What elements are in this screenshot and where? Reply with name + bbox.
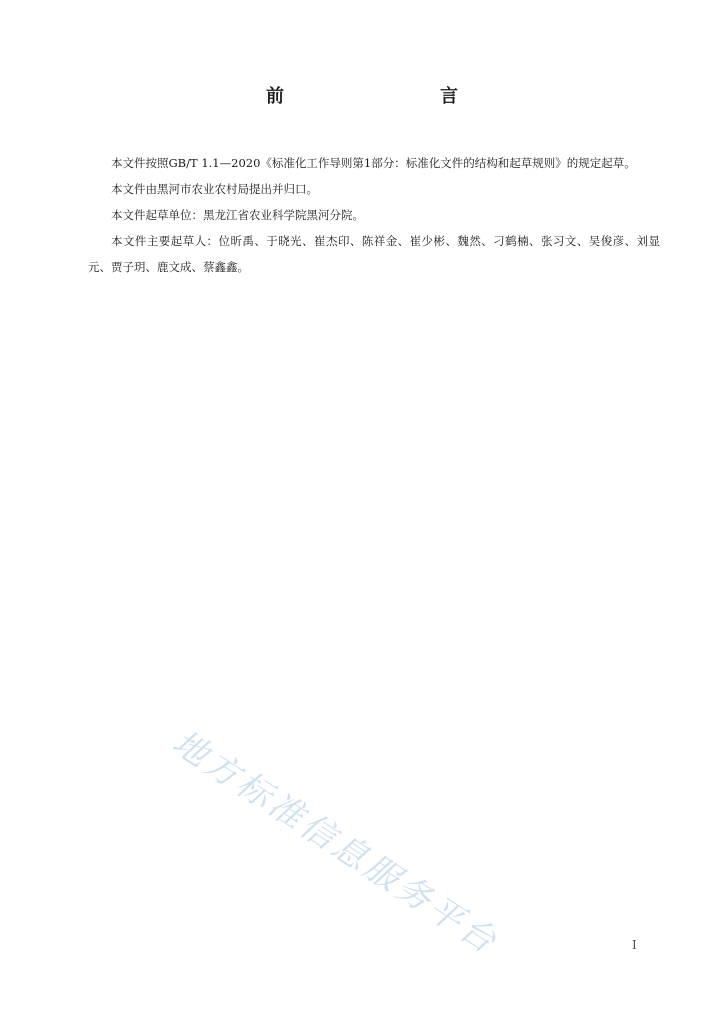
watermark-text: 地方标准信息服务平台 [165, 722, 506, 964]
page-title: 前 言 [266, 86, 498, 107]
paragraph-proposer: 本文件由黑河市农业农村局提出并归口。 [111, 182, 318, 196]
foreword-body [88, 150, 660, 280]
paragraph-standard-basis: 本文件按照GB/T 1.1—2020《标准化工作导则第1部分：标准化文件的结构和起草规则》的规定起草。 [111, 156, 636, 170]
paragraph-drafting-unit: 本文件起草单位：黑龙江省农业科学院黑河分院。 [111, 208, 364, 222]
paragraph-drafters: 本文件主要起草人：位昕禹、于晓光、崔杰印、陈祥金、崔少彬、魏然、刁鹤楠、张习文、吴俊彦、刘显元、贾子玥、鹿文成、蔡鑫鑫。 [88, 234, 660, 274]
page-number: I [632, 938, 637, 952]
